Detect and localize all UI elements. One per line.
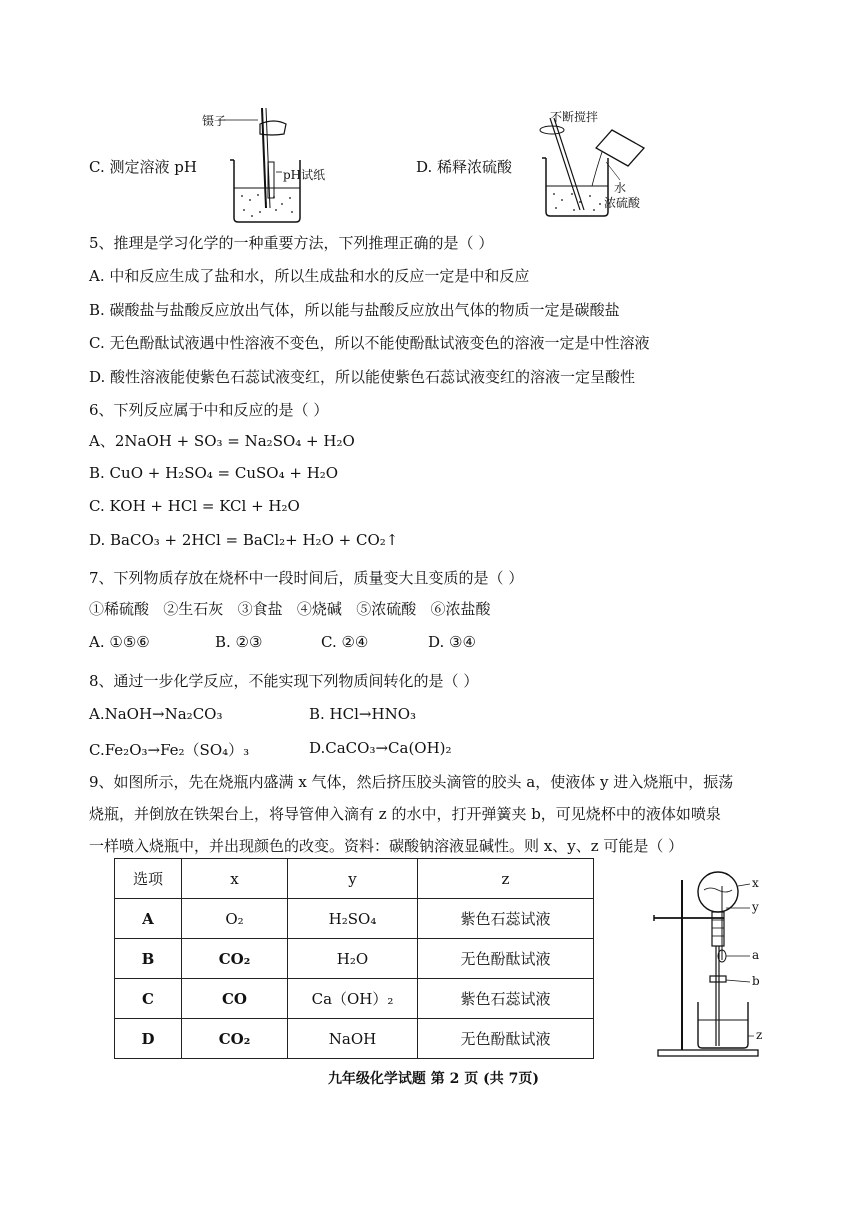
table-cell: CO: [182, 979, 288, 1019]
q7-stem: 7、下列物质存放在烧杯中一段时间后，质量变大且变质的是（ ）: [89, 569, 524, 587]
table-cell: B: [115, 939, 182, 979]
table-cell: C: [115, 979, 182, 1019]
figure-c-ph-test: [89, 100, 389, 225]
q7-option-b: B. ②③: [215, 633, 263, 651]
table-cell: 无色酚酞试液: [418, 939, 594, 979]
q7-option-a: A. ①⑤⑥: [89, 633, 150, 651]
q7-option-c: C. ②④: [321, 633, 369, 651]
q6-option-b: B. CuO + H₂SO₄ = CuSO₄ + H₂O: [89, 464, 339, 482]
label-x: x: [752, 876, 759, 890]
table-cell: 无色酚酞试液: [418, 1019, 594, 1059]
q5-option-b: B. 碳酸盐与盐酸反应放出气体，所以能与盐酸反应放出气体的物质一定是碳酸盐: [89, 301, 620, 319]
table-cell: H₂SO₄: [288, 899, 418, 939]
label-b: b: [752, 974, 760, 988]
table-cell: H₂O: [288, 939, 418, 979]
q8-option-a: A.NaOH→Na₂CO₃: [89, 705, 223, 723]
q5-option-c: C. 无色酚酞试液遇中性溶液不变色，所以不能使酚酞试液变色的溶液一定是中性溶液: [89, 334, 650, 352]
q6-option-a: A、2NaOH + SO₃ = Na₂SO₄ + H₂O: [89, 432, 355, 450]
table-cell: CO₂: [182, 939, 288, 979]
header-cell: x: [182, 859, 288, 899]
figure-c-label: C. 测定溶液 pH: [89, 158, 197, 176]
table-cell: NaOH: [288, 1019, 418, 1059]
q5-stem: 5、推理是学习化学的一种重要方法，下列推理正确的是（ ）: [89, 234, 494, 252]
q8-option-b: B. HCl→HNO₃: [309, 705, 416, 723]
q7-option-d: D. ③④: [428, 633, 476, 651]
page-footer: 九年级化学试题 第 2 页 (共 7页): [327, 1071, 540, 1087]
q5-option-d: D. 酸性溶液能使紫色石蕊试液变红，所以能使紫色石蕊试液变红的溶液一定呈酸性: [89, 368, 636, 386]
table-header-row: [115, 859, 594, 899]
q6-option-d: D. BaCO₃ + 2HCl = BaCl₂+ H₂O + CO₂↑: [89, 531, 399, 549]
figure-d-dilution: [416, 100, 676, 225]
figure-d-label: D. 稀释浓硫酸: [416, 158, 513, 176]
label-y: y: [752, 900, 759, 914]
q5-option-a: A. 中和反应生成了盐和水，所以生成盐和水的反应一定是中和反应: [89, 267, 530, 285]
q9-stem-line1: 9、如图所示，先在烧瓶内盛满 x 气体，然后挤压胶头滴管的胶头 a，使液体 y 进入烧瓶中，振荡: [89, 773, 734, 791]
label-a: a: [752, 948, 760, 962]
table-cell: Ca（OH）₂: [288, 979, 418, 1019]
q9-stem-line2: 烧瓶，并倒放在铁架台上，将导管伸入滴有 z 的水中，打开弹簧夹 b，可见烧杯中的液体如喷泉: [89, 805, 721, 823]
q8-stem: 8、通过一步化学反应，不能实现下列物质间转化的是（ ）: [89, 672, 479, 690]
q9-stem-line3: 一样喷入烧瓶中，并出现颜色的改变。资料：碳酸钠溶液显碱性。则 x、y、z 可能是（ ）: [89, 837, 684, 855]
table-cell: A: [115, 899, 182, 939]
table-cell: D: [115, 1019, 182, 1059]
table-cell: O₂: [182, 899, 288, 939]
label-z: z: [756, 1028, 763, 1042]
ph-paper-label: pH试纸: [283, 168, 326, 182]
acid-label: 浓硫酸: [604, 196, 641, 210]
table-row: [115, 979, 594, 1019]
q8-option-c: C.Fe₂O₃→Fe₂（SO₄）₃: [89, 741, 250, 759]
table-cell: 紫色石蕊试液: [418, 979, 594, 1019]
q6-option-c: C. KOH + HCl = KCl + H₂O: [89, 497, 300, 515]
water-label: 水: [614, 181, 627, 195]
header-cell: 选项: [115, 859, 182, 899]
q7-items: ①稀硫酸 ②生石灰 ③食盐 ④烧碱 ⑤浓硫酸 ⑥浓盐酸: [89, 600, 491, 618]
fountain-apparatus-illustration: [640, 860, 790, 1065]
stir-label: 不断搅拌: [550, 110, 599, 124]
table-cell: CO₂: [182, 1019, 288, 1059]
table-row: [115, 899, 594, 939]
tweezers-label: 镊子: [202, 114, 227, 128]
header-cell: z: [418, 859, 594, 899]
fountain-apparatus-figure: [640, 860, 790, 1065]
table-row: [115, 1019, 594, 1059]
table-row: [115, 939, 594, 979]
beaker-ph-illustration: [214, 100, 394, 225]
q8-option-d: D.CaCO₃→Ca(OH)₂: [309, 739, 452, 757]
table-cell: 紫色石蕊试液: [418, 899, 594, 939]
q9-table: [114, 858, 594, 1059]
header-cell: y: [288, 859, 418, 899]
q6-stem: 6、下列反应属于中和反应的是（ ）: [89, 401, 329, 419]
